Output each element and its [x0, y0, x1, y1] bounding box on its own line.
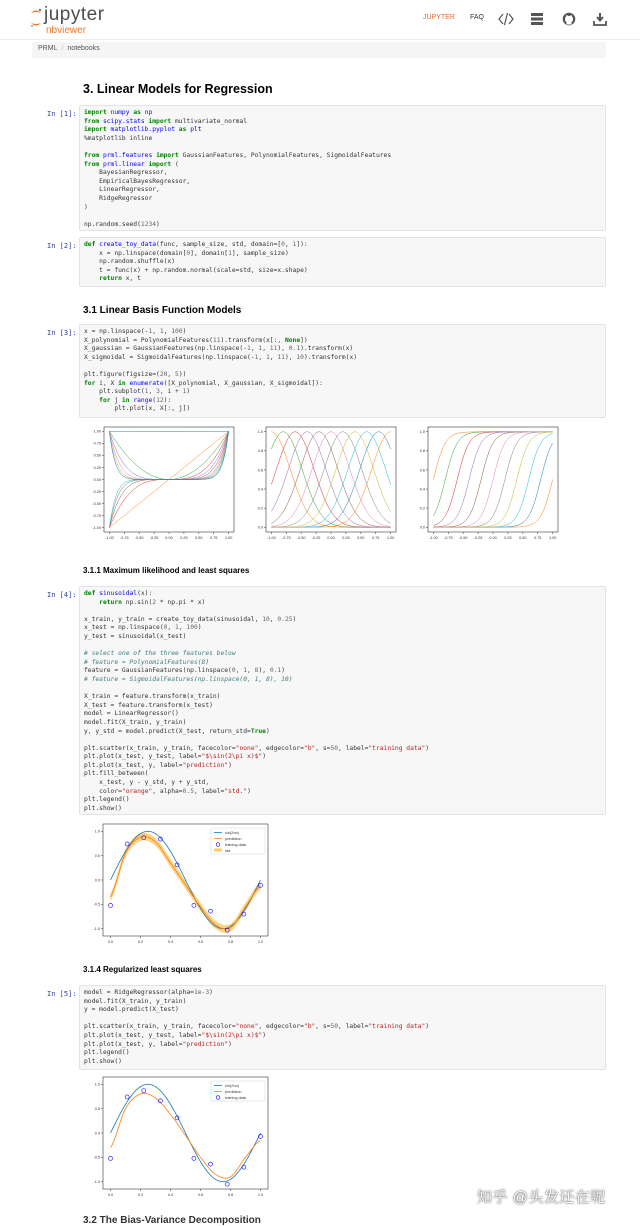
x-tick-label: -1.00 [429, 536, 438, 540]
x-tick-label: 0.50 [357, 536, 365, 540]
y-tick-label: -1.0 [93, 1179, 100, 1184]
y-tick-label: 0.5 [94, 853, 100, 858]
x-tick-label: -0.75 [443, 536, 453, 540]
y-tick-label: 0.6 [419, 468, 425, 473]
x-tick-label: 1.00 [548, 536, 557, 540]
x-tick-label: 0.0 [107, 940, 114, 944]
y-tick-label: 1.0 [94, 1082, 100, 1087]
y-tick-label: 0.4 [419, 487, 425, 492]
x-tick-label: 0.25 [504, 536, 512, 540]
code-cell[interactable]: import numpy as np from scipy.stats import multivariate_normal import matplotlib.pyplot as plt %matplotlib inline from prml.features import GaussianFeatures, PolynomialFeatures, SigmoidalFeatures from prml.linear import ( BayesianRegressor, EmpiricalBayesRegressor, LinearRegressor, RidgeRegressor ) np.random.seed(1234) [79, 105, 606, 231]
x-tick-label: -1.00 [267, 536, 276, 540]
breadcrumb-item-prml[interactable]: PRML [38, 45, 58, 52]
x-tick-label: 0.50 [519, 536, 527, 540]
y-tick-label: 1.0 [419, 430, 425, 435]
legend-swatch-std [214, 849, 222, 852]
x-tick-label: 0.25 [180, 536, 188, 540]
x-tick-label: 0.75 [210, 536, 218, 540]
code-cell[interactable]: def create_toy_data(func, sample_size, std, domain=[0, 1]): x = np.linspace(domain[0], domain[1], sample_size) np.random.shuffle(x) t = func(x) + np.random.normal(scale=std, size=x.shape) return x, t [79, 237, 606, 287]
y-tick-label: 0.8 [257, 449, 263, 454]
nav-link-faq[interactable]: FAQ [470, 14, 485, 21]
y-tick-label: 0.00 [93, 477, 101, 482]
x-tick-label: 1.0 [257, 940, 264, 944]
nav-link-jupyter[interactable]: JUPYTER [423, 14, 455, 21]
x-tick-label: 0.50 [195, 536, 203, 540]
x-tick-label: 0.6 [197, 940, 204, 944]
code-cell[interactable]: model = RidgeRegressor(alpha=1e-3) model.fit(X_train, y_train) y = model.predict(X_test) plt.scatter(x_train, y_train, facecolor="none", edgecolor="b", s=50, label="training data") plt.plot(x_test, y_test, label="$\sin(2\pi x)$") plt.plot(x_test, y, label="prediction") plt.legend() plt.show() [79, 985, 606, 1070]
x-tick-label: 0.25 [342, 536, 350, 540]
x-tick-label: 0.6 [197, 1193, 204, 1197]
section-heading: 3.2 The Bias-Variance Decomposition [83, 1215, 261, 1226]
code-cell[interactable]: def sinusoidal(x): return np.sin(2 * np.pi * x) x_train, y_train = create_toy_data(sinusoidal, 10, 0.25) x_test = np.linspace(0, 1, 100) y_test = sinusoidal(x_test) # select one of the three features below # feature = PolynomialFeatures(8) feature = GaussianFeatures(np.linspace(0, 1, 8), 0.1) # feature = SigmoidalFeatures(np.linspace(0, 1, 8), 10) X_train = feature.transform(x_train) X_test = feature.transform(x_test) model = LinearRegressor() model.fit(X_train, y_train) y, y_std = model.predict(X_test, return_std=True) plt.scatter(x_train, y_train, facecolor="none", edgecolor="b", s=50, label="training data") plt.plot(x_test, y_test, label="$\sin(2\pi x)$") plt.plot(x_test, y, label="prediction") plt.fill_between( x_test, y - y_std, y + y_std, color="orange", alpha=0.5, label="std.") plt.legend() plt.show() [79, 586, 606, 815]
y-tick-label: -0.50 [92, 501, 101, 506]
legend-entry: std. [225, 849, 232, 853]
cell-prompt: In [5]: [47, 990, 77, 998]
x-tick-label: -0.25 [311, 536, 321, 540]
x-tick-label: 1.00 [224, 536, 233, 540]
cell-prompt: In [3]: [47, 329, 77, 337]
legend-entry: training data [225, 843, 246, 847]
x-tick-label: -0.25 [149, 536, 159, 540]
x-tick-label: -0.50 [296, 536, 306, 540]
x-tick-label: -0.75 [119, 536, 129, 540]
code-cell[interactable]: x = np.linspace(-1, 1, 100) X_polynomial = PolynomialFeatures(11).transform(x[:, None]) X_gaussian = GaussianFeatures(np.linspace(-1, 1, 11), 0.1).transform(x) X_sigmoidal = SigmoidalFeatures(np.linspace(-1, 1, 11), 10).transform(x) plt.figure(figsize=(20, 5)) for i, X in enumerate([X_polynomial, X_gaussian, X_sigmoidal]): plt.subplot(1, 3, i + 1) for j in range(12): plt.plot(x, X[:, j]) [79, 324, 606, 418]
breadcrumb-separator: / [61, 45, 64, 52]
y-tick-label: -1.0 [93, 926, 100, 931]
breadcrumb-item-notebooks[interactable]: notebooks [67, 45, 100, 52]
watermark: 知乎 @头发还在呢 [477, 1189, 606, 1206]
legend-entry: prediction [225, 1090, 242, 1094]
y-tick-label: 0.6 [257, 468, 263, 473]
y-tick-label: 0.0 [94, 1131, 100, 1136]
y-tick-label: -1.00 [92, 525, 101, 530]
y-tick-label: 0.75 [93, 441, 101, 446]
y-tick-label: 1.0 [94, 829, 100, 834]
y-tick-label: -0.5 [93, 902, 100, 907]
legend-entry: prediction [225, 837, 242, 841]
x-tick-label: -0.25 [473, 536, 483, 540]
regression-fit-plot [83, 820, 283, 945]
y-tick-label: 0.5 [94, 1106, 100, 1111]
y-tick-label: -0.25 [92, 489, 101, 494]
y-tick-label: 1.00 [93, 429, 101, 434]
cell-prompt: In [4]: [47, 591, 77, 599]
x-tick-label: 0.75 [534, 536, 542, 540]
section-heading: 3.1 Linear Basis Function Models [83, 305, 242, 316]
x-tick-label: -1.00 [105, 536, 114, 540]
x-tick-label: 0.8 [227, 940, 234, 944]
y-tick-label: 0.2 [419, 506, 425, 511]
y-tick-label: 0.50 [93, 453, 101, 458]
cell-prompt: In [1]: [47, 110, 77, 118]
y-tick-label: 0.8 [419, 449, 425, 454]
legend-entry: training data [225, 1096, 246, 1100]
basis-function-plots [0, 424, 640, 549]
y-tick-label: -0.5 [93, 1155, 100, 1160]
notebook-title: 3. Linear Models for Regression [83, 82, 273, 96]
logo-subtext: nbviewer [46, 25, 87, 36]
x-tick-label: -0.50 [458, 536, 468, 540]
y-tick-label: 0.0 [419, 525, 425, 530]
cell-prompt: In [2]: [47, 242, 77, 250]
x-tick-label: 0.4 [167, 940, 174, 944]
x-tick-label: 0.2 [137, 1193, 144, 1197]
legend-entry: sin(2πx) [225, 831, 240, 835]
section-heading: 3.1.4 Regularized least squares [83, 965, 202, 974]
plot-frame [266, 427, 396, 532]
x-tick-label: 0.00 [327, 536, 335, 540]
x-tick-label: 0.2 [137, 940, 144, 944]
x-tick-label: 1.0 [257, 1193, 264, 1197]
y-tick-label: -0.75 [92, 513, 101, 518]
y-tick-label: 0.2 [257, 506, 263, 511]
y-tick-label: 0.25 [93, 465, 101, 470]
y-tick-label: 0.0 [94, 878, 100, 883]
x-tick-label: 0.00 [165, 536, 173, 540]
legend-entry: sin(2πx) [225, 1084, 240, 1088]
x-tick-label: 0.8 [227, 1193, 234, 1197]
x-tick-label: 0.0 [107, 1193, 114, 1197]
x-tick-label: 0.4 [167, 1193, 174, 1197]
ridge-fit-plot [83, 1073, 283, 1198]
y-tick-label: 1.0 [257, 430, 263, 435]
x-tick-label: 1.00 [386, 536, 395, 540]
x-tick-label: -0.50 [134, 536, 144, 540]
y-tick-label: 0.0 [257, 525, 263, 530]
x-tick-label: -0.75 [281, 536, 291, 540]
section-heading: 3.1.1 Maximum likelihood and least squares [83, 566, 250, 575]
y-tick-label: 0.4 [257, 487, 263, 492]
x-tick-label: 0.75 [372, 536, 380, 540]
logo-text: jupyter [44, 4, 105, 25]
x-tick-label: 0.00 [489, 536, 497, 540]
